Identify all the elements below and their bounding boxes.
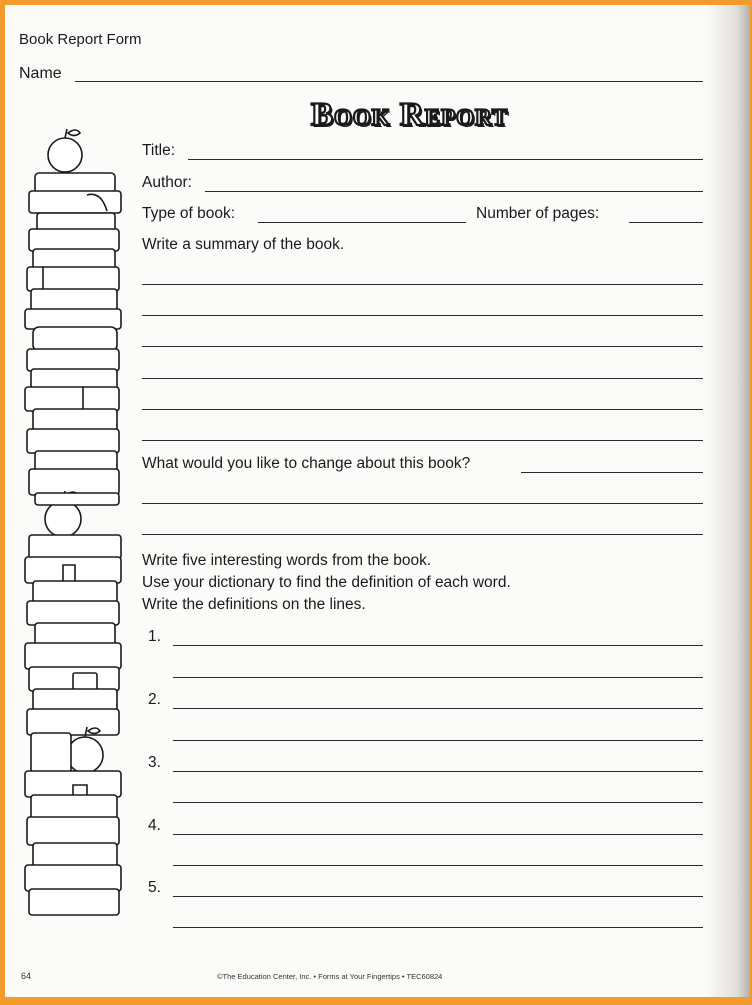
summary-line[interactable] <box>142 346 703 347</box>
number-of-pages-label: Number of pages: <box>476 205 600 222</box>
title-line[interactable] <box>188 159 703 160</box>
word-number: 5. <box>148 879 161 896</box>
word-line[interactable] <box>173 834 703 835</box>
name-line[interactable] <box>75 81 703 82</box>
word-line[interactable] <box>173 771 703 772</box>
word-number: 3. <box>148 754 161 771</box>
publisher-credit: ©The Education Center, Inc. • Forms at Your Fingertips • TEC60824 <box>217 972 443 981</box>
words-instruction: Write the definitions on the lines. <box>142 596 366 613</box>
definition-line[interactable] <box>173 802 703 803</box>
form-title: Book Report Form <box>19 31 142 48</box>
type-of-book-label: Type of book: <box>142 205 236 222</box>
change-line[interactable] <box>521 472 703 473</box>
words-instruction: Use your dictionary to find the definition of each word. <box>142 574 511 591</box>
summary-line[interactable] <box>142 284 703 285</box>
words-instruction: Write five interesting words from the book. <box>142 552 432 569</box>
definition-line[interactable] <box>173 865 703 866</box>
change-line[interactable] <box>142 503 703 504</box>
change-line[interactable] <box>142 534 703 535</box>
book-stack-illustration <box>23 125 127 917</box>
definition-line[interactable] <box>173 927 703 928</box>
word-line[interactable] <box>173 896 703 897</box>
change-prompt: What would you like to change about this book? <box>142 455 471 472</box>
summary-line[interactable] <box>142 409 703 410</box>
name-label: Name <box>19 65 62 82</box>
author-line[interactable] <box>205 191 703 192</box>
page-number: 64 <box>21 971 32 981</box>
title-label: Title: <box>142 142 176 159</box>
summary-prompt: Write a summary of the book. <box>142 236 345 253</box>
summary-line[interactable] <box>142 378 703 379</box>
summary-line[interactable] <box>142 440 703 441</box>
definition-line[interactable] <box>173 677 703 678</box>
word-number: 4. <box>148 817 161 834</box>
author-label: Author: <box>142 174 192 191</box>
word-number: 1. <box>148 628 161 645</box>
type-of-book-line[interactable] <box>258 222 466 223</box>
word-line[interactable] <box>173 708 703 709</box>
word-number: 2. <box>148 691 161 708</box>
apple-icon <box>48 129 82 172</box>
summary-line[interactable] <box>142 315 703 316</box>
number-of-pages-line[interactable] <box>629 222 703 223</box>
definition-line[interactable] <box>173 740 703 741</box>
word-line[interactable] <box>173 645 703 646</box>
page-gutter-shadow <box>706 5 750 997</box>
worksheet-title: Book Report <box>311 97 509 133</box>
